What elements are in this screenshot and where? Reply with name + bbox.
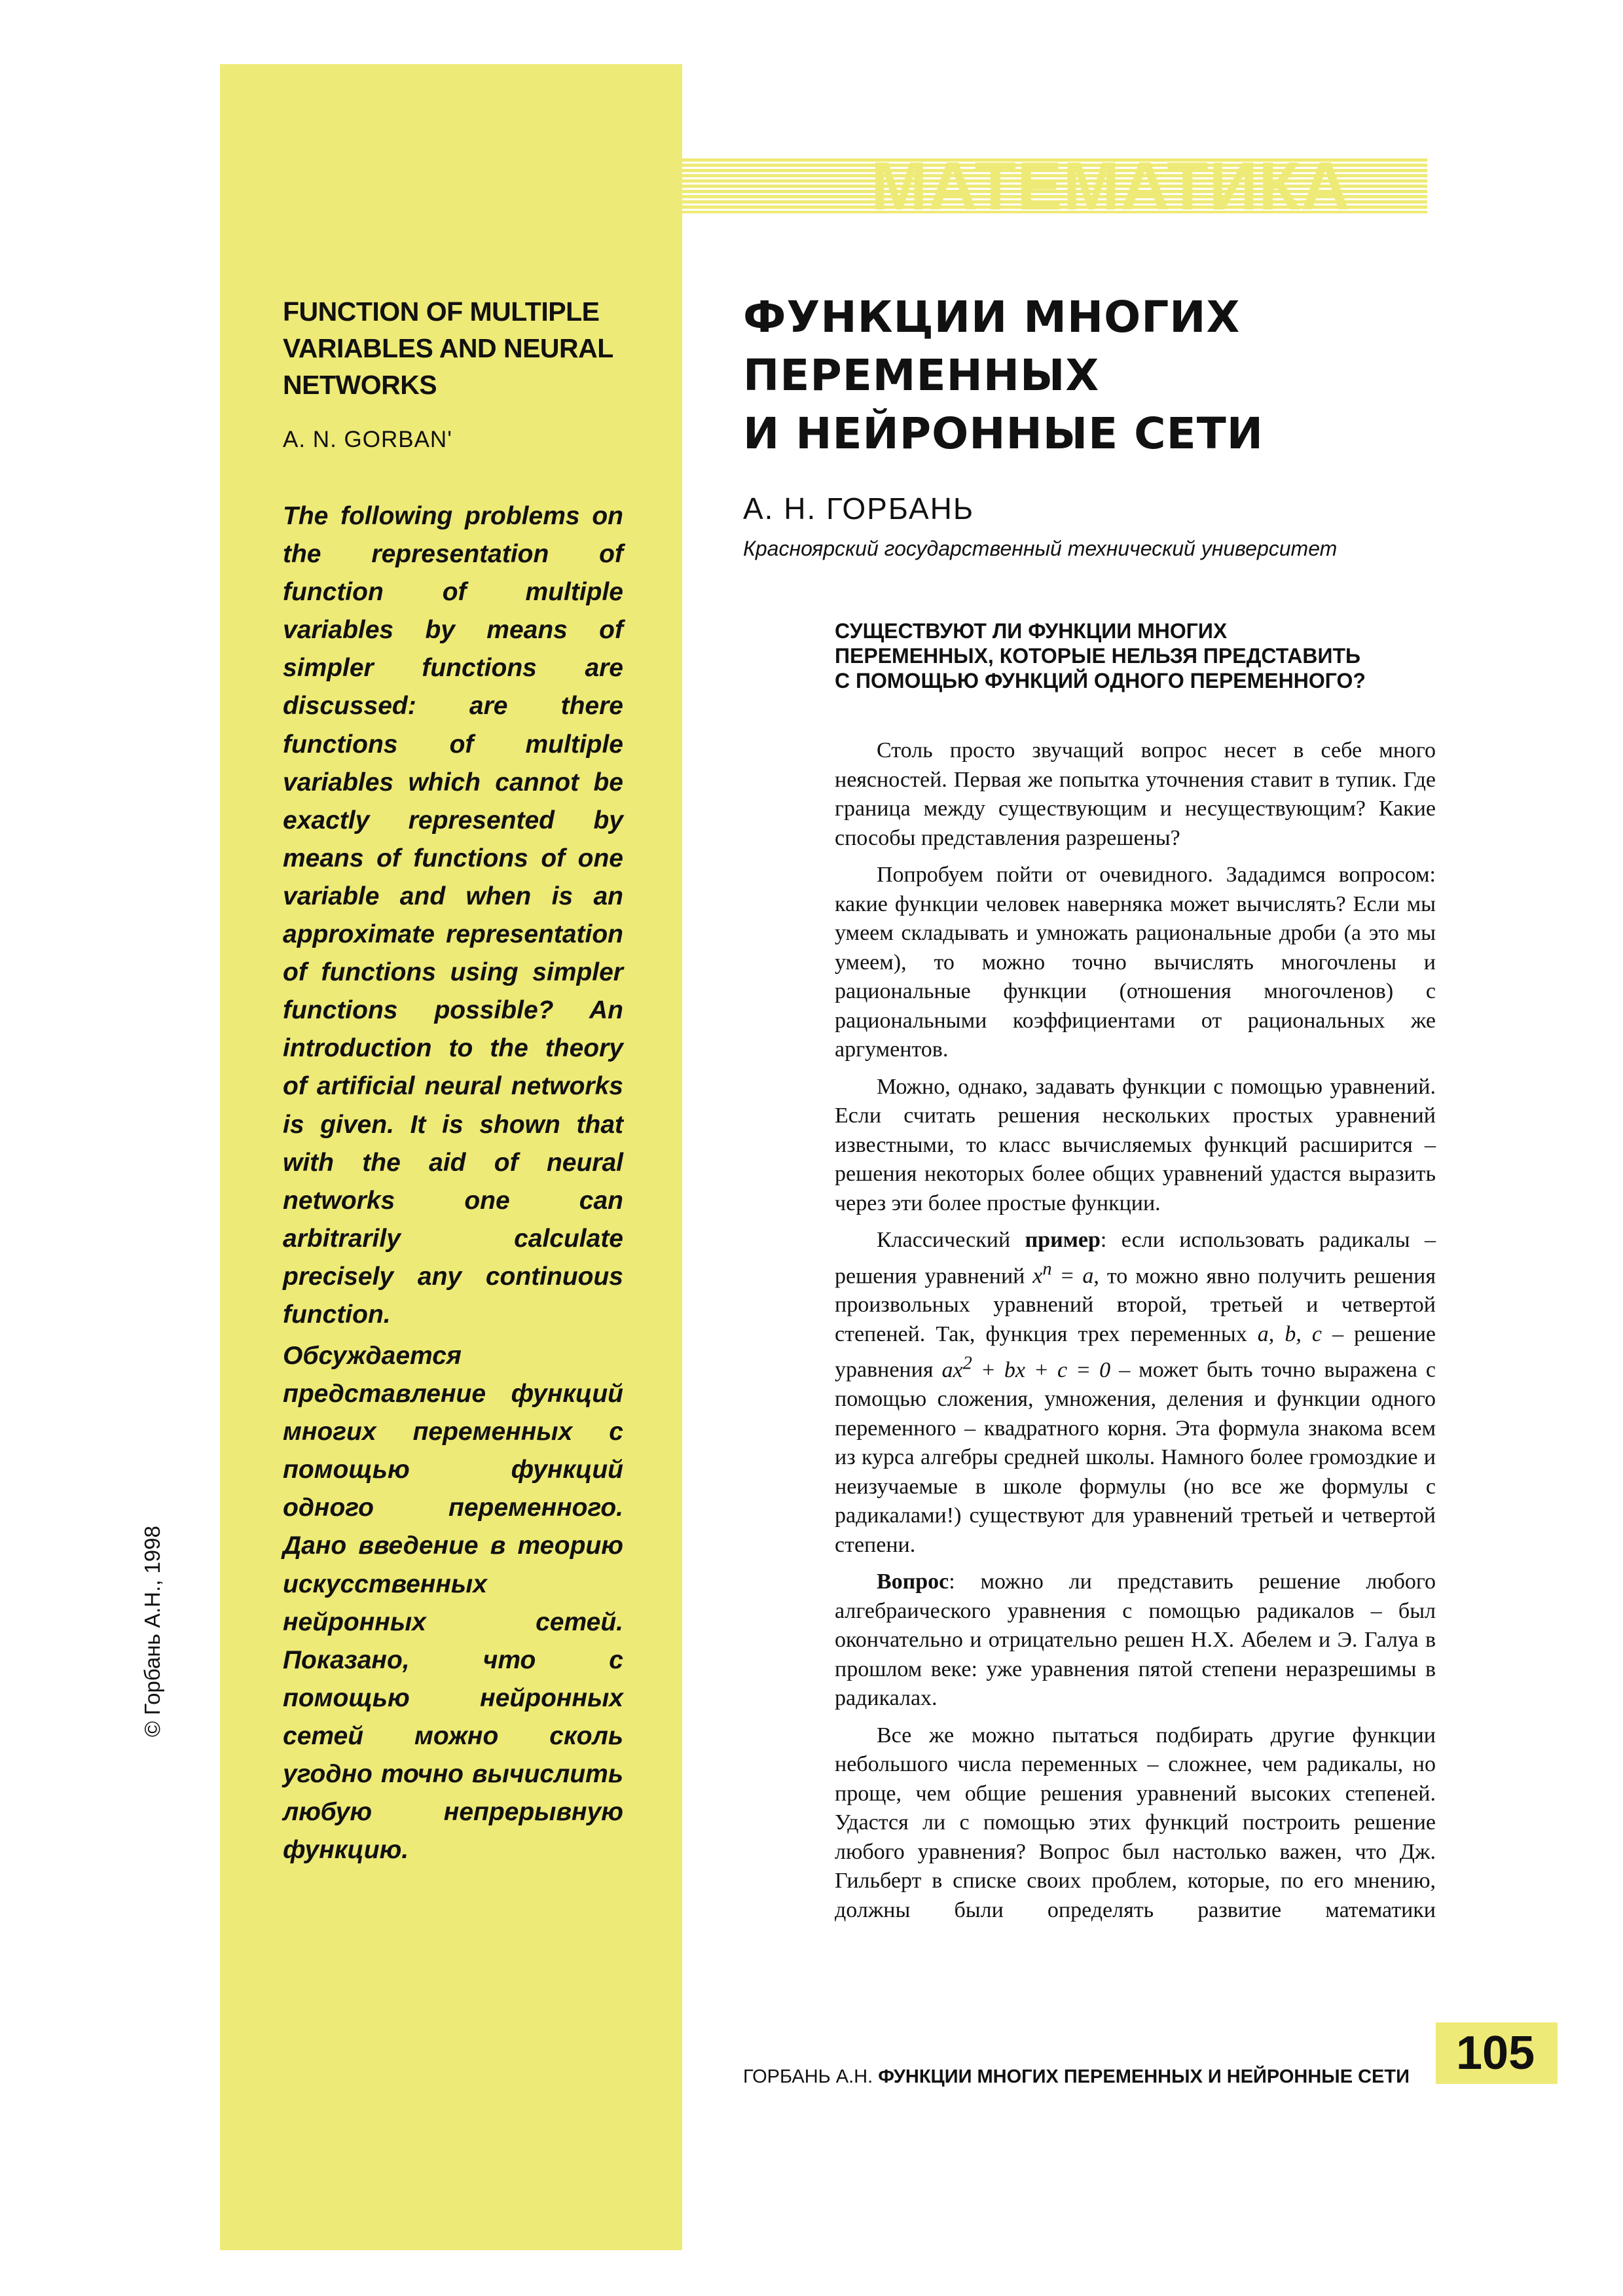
eq-base: x: [1032, 1263, 1043, 1288]
body-paragraph: Столь просто звучащий вопрос несет в себе много неясностей. Первая же попытка уточнения ставит в тупик. Где граница между существующим и несуществующим? Какие способы представления разрешены?: [835, 738, 1436, 850]
body-paragraph: Все же можно пытаться подбирать другие функции небольшого числа переменных – сложнее, чем радикалы, но проще, чем общие решения уравнений высоких степеней. Удастся ли с помощью этих функций построить решение любого уравнения? Вопрос был настолько важен, что Дж. Гильберт в списке своих проблем, которые, по его мнению, должны были определять развитие математики: [835, 1723, 1436, 1922]
text-run: Классический: [877, 1228, 1025, 1252]
english-title: FUNCTION OF MULTIPLE VARIABLES AND NEURAL NETWORKS: [283, 296, 613, 400]
eq-rest: = a: [1051, 1263, 1094, 1288]
body-paragraph: Можно, однако, задавать функции с помощью уравнений. Если считать решения нескольких простых уравнений известными, то класс вычисляемых функций расширится – решения некоторых более общих уравнений удастся выразить через эти более простые функции.: [835, 1074, 1436, 1215]
text-run: : если использовать радикалы – решения уравнений: [835, 1228, 1436, 1288]
eq-rest: + bx + c = 0: [972, 1357, 1111, 1382]
running-footer: [743, 2066, 1410, 2088]
text-run: , то можно явно получить решения произвольных уравнений второй, третьей и четвертой степеней. Так, функция трех переменных: [835, 1263, 1436, 1346]
page-number: 105: [1456, 2027, 1535, 2079]
english-author: A. N. GORBAN': [283, 427, 452, 452]
english-abstract: The following problems on the representation of function of multiple variables by means of simpler functions are discussed: are there functions of multiple variables which cannot be exactly represented by means of functions of one variable and when is an approximate representation of functions using simpler functions possible? An introduction to the theory of artificial neural networks is given. It is shown that with the aid of neural networks one can arbitrarily calculate precisely any continuous function.: [283, 502, 623, 1329]
article-title-line: ФУНКЦИИ МНОГИХ: [743, 292, 1241, 342]
footer-author: ГОРБАНЬ А.Н.: [743, 2066, 873, 2087]
article-author: А. Н. ГОРБАНЬ: [743, 492, 975, 526]
footer-title: ФУНКЦИИ МНОГИХ ПЕРЕМЕННЫХ И НЕЙРОННЫЕ СЕТИ: [878, 2066, 1410, 2087]
section-title: МАТЕМАТИКА: [871, 149, 1351, 224]
eq-exponent: 2: [962, 1353, 972, 1374]
russian-abstract: Обсуждается представление функций многих переменных с помощью функций одного переменного. Дано введение в теорию искусственных нейронных сетей. Показано, что с помощью нейронных сетей можно сколь угодно точно вычислить любую непрерывную функцию.: [283, 1342, 623, 1865]
bold-term: пример: [1025, 1228, 1101, 1252]
body-paragraph: [835, 1568, 1436, 1713]
article-title-line: И НЕЙРОННЫЕ СЕТИ: [743, 408, 1264, 459]
body-paragraph: Попробуем пойти от очевидного. Зададимся вопросом: какие функции человек наверняка может вычислять? Если мы умеем складывать и умножать рациональные дроби (а это мы умеем), то можно точно вычислять многочлены и рациональные функции (отношения многочленов) с рациональными коэффициентами от рациональных же аргументов.: [835, 863, 1436, 1062]
eq-base: ax: [941, 1357, 963, 1382]
variables-abc: a, b, c: [1257, 1321, 1322, 1346]
author-affiliation: Красноярский государственный технический университет: [743, 537, 1338, 560]
section-heading: СУЩЕСТВУЮТ ЛИ ФУНКЦИИ МНОГИХ ПЕРЕМЕННЫХ, КОТОРЫЕ НЕЛЬЗЯ ПРЕДСТАВИТЬ С ПОМОЩЬЮ ФУНКЦИЙ ОДНОГО ПЕРЕМЕННОГО?: [835, 619, 1366, 692]
article-body: [835, 736, 1436, 1925]
article-title: [743, 288, 1463, 463]
body-paragraph: [835, 1226, 1436, 1560]
article-title-line: ПЕРЕМЕННЫХ: [743, 350, 1100, 401]
equation-xn: [1032, 1259, 1094, 1288]
equation-quadratic: [941, 1353, 1111, 1382]
bold-term: Вопрос: [877, 1570, 949, 1594]
copyright-notice: © Горбань А.Н., 1998: [140, 1526, 164, 1737]
text-run: : можно ли представить решение любого алгебраического уравнения с помощью радикалов – был окончательно и отрицательно решен Н.Х. Абелем и Э. Галуа в прошлом веке: уже уравнения пятой степени неразрешимы в радикалах.: [835, 1570, 1436, 1711]
text-run: – может быть точно выражена с помощью сложения, умножения, деления и функции одного переменного – квадратного корня. Эта формула знакома всем из курса алгебры средней школы. Намного более громоздкие и неизучаемые в школе формулы (но все же формулы с радикалами!) существуют для уравнений третьей и четвертой степени.: [835, 1357, 1436, 1557]
text-run: – решение уравнения: [835, 1321, 1436, 1382]
eq-exponent: n: [1042, 1259, 1052, 1280]
